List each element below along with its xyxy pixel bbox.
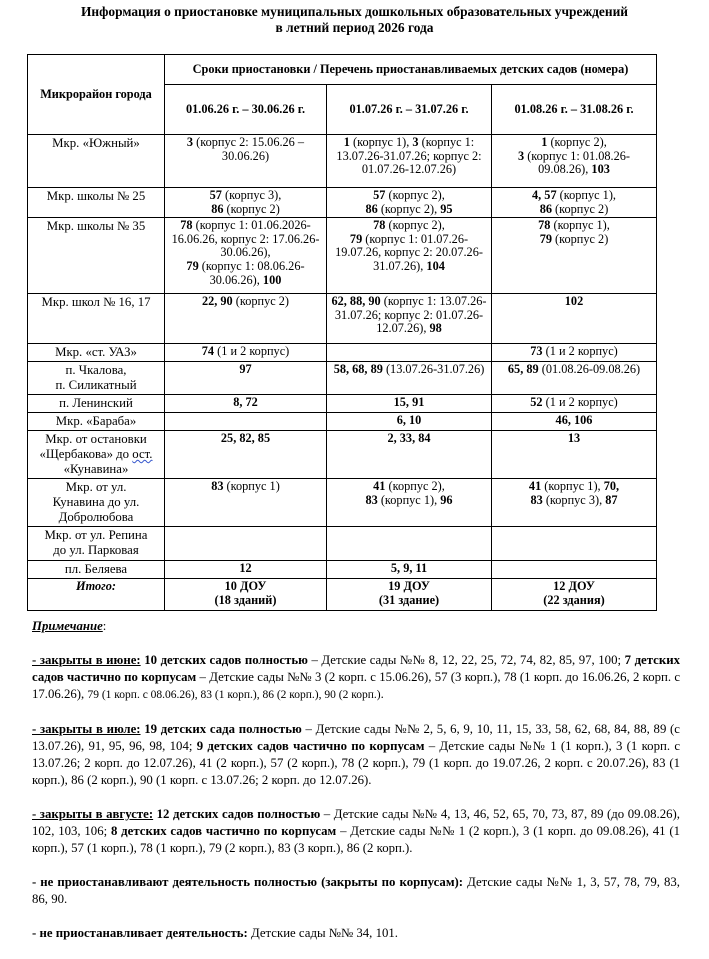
table-row (28, 135, 657, 188)
cell-august: 52 (1 и 2 корпус) (492, 395, 657, 413)
cell-july: 62, 88, 90 (корпус 1: 13.07.26-31.07.26; корпус 2: 01.07.26-12.07.26), 98 (327, 294, 492, 344)
cell-july: 5, 9, 11 (327, 561, 492, 579)
cell-june: 57 (корпус 3), 86 (корпус 2) (165, 188, 327, 218)
table-row (28, 395, 657, 413)
cell-august (492, 561, 657, 579)
cell-june: 25, 82, 85 (165, 431, 327, 479)
table-row (28, 362, 657, 395)
cell-june (165, 413, 327, 431)
note-not-full: - не приостанавливают деятельность полностью (закрыты по корпусам): Детские сады №№ 1, 3, 57, 78, 79, 83, 86, 90. (32, 875, 680, 906)
totals-label: Итого: (28, 579, 165, 611)
district-cell: п. Чкалова, п. Силикатный (28, 362, 165, 395)
district-cell: п. Ленинский (28, 395, 165, 413)
table-row (28, 527, 657, 561)
cell-july: 2, 33, 84 (327, 431, 492, 479)
cell-august: 1 (корпус 2), 3 (корпус 1: 01.08.26-09.08.26), 103 (492, 135, 657, 188)
district-cell: Мкр. от ул. Кунавина до ул. Добролюбова (28, 479, 165, 527)
closure-table (27, 54, 657, 611)
district-cell: Мкр. «Бараба» (28, 413, 165, 431)
totals-june: 10 ДОУ (18 зданий) (165, 579, 327, 611)
cell-june: 74 (1 и 2 корпус) (165, 344, 327, 362)
totals-july: 19 ДОУ (31 здание) (327, 579, 492, 611)
district-cell: Мкр. от ул. Репина до ул. Парковая (28, 527, 165, 561)
header-district: Микрорайон города (28, 55, 165, 135)
document-title (0, 4, 709, 36)
cell-june: 3 (корпус 2: 15.06.26 – 30.06.26) (165, 135, 327, 188)
title-line-2: в летний период 2026 года (275, 20, 434, 35)
cell-june (165, 527, 327, 561)
cell-august: 65, 89 (01.08.26-09.08.26) (492, 362, 657, 395)
district-cell: Мкр. школы № 25 (28, 188, 165, 218)
cell-august: 4, 57 (корпус 1), 86 (корпус 2) (492, 188, 657, 218)
cell-july: 6, 10 (327, 413, 492, 431)
cell-august: 46, 106 (492, 413, 657, 431)
cell-july: 1 (корпус 1), 3 (корпус 1: 13.07.26-31.07.26; корпус 2: 01.07.26-12.07.26) (327, 135, 492, 188)
cell-august: 78 (корпус 1), 79 (корпус 2) (492, 218, 657, 294)
cell-july (327, 344, 492, 362)
header-group: Сроки приостановки / Перечень приостанавливаемых детских садов (номера) (165, 55, 657, 85)
title-line-1: Информация о приостановке муниципальных дошкольных образовательных учреждений (80, 4, 629, 19)
header-july: 01.07.26 г. – 31.07.26 г. (327, 85, 492, 135)
cell-july (327, 527, 492, 561)
cell-july: 78 (корпус 2), 79 (корпус 1: 01.07.26-19.07.26, корпус 2: 20.07.26-31.07.26), 104 (327, 218, 492, 294)
district-cell: Мкр. школ № 16, 17 (28, 294, 165, 344)
notes-section: Примечание: - закрыты в июне: 10 детских садов полностью – Детские сады №№ 8, 12, 22, 25, 72, 74, 82, 85, 97, 100; 7 детских садов частично по корпусам – Детские сады №№ 3 (2 корп. с 15.06.26), 57 (3 корп.), 78 (1 корп. до 16.06.26, 2 корп. с 17.06.26), 79 (1 корп. с 08.06.26), 83 (1 корп.), 86 (2 корп.), 90 (2 корп.). - закрыты в июле: 19 детских сада полностью – Детские сады №№ 2, 5, 6, 9, 10, 11, 15, 33, 58, 62, 68, 84, 88, 89 (с 13.07.26), 91, 95, 96, 98, 104; 9 детских садов частично по корпусам – Детские сады №№ 1 (1 корп.), 3 (1 корп. с 13.07.26; 2 корп. до 12.07.26), 41 (2 корп.), 57 (2 корп.), 78 (2 корп.), 79 (1 корп. до 19.07.26, 2 корп. с 20.07.26), 83 (1 корп.), 86 (2 корп.), 90 (1 корп. с 13.07.26; 2 корп. до 12.07.26). - закрыты в августе: 12 детских садов полностью – Детские сады №№ 4, 13, 46, 52, 65, 70, 73, 87, 89 (до 09.08.26), 102, 103, 106; 8 детских садов частично по корпусам – Детские сады №№ 1 (2 корп.), 3 (1 корп. до 09.08.26), 41 (1 корп.), 57 (1 корп.), 78 (1 корп.), 79 (2 корп.), 83 (3 корп.), 86 (2 корп.). - не приостанавливают деятельность полностью (закрыты по корпусам): Детские сады №№ 1, 3, 57, 78, 79, 83, 86, 90. - не приостанавливает деятельность: Детские сады №№ 34, 101. (32, 619, 680, 940)
cell-august: 13 (492, 431, 657, 479)
cell-june: 78 (корпус 1: 01.06.2026-16.06.26, корпус 2: 17.06.26-30.06.26), 79 (корпус 1: 08.06.26-30.06.26), 100 (165, 218, 327, 294)
cell-august (492, 527, 657, 561)
note-august: - закрыты в августе: 12 детских садов полностью – Детские сады №№ 4, 13, 46, 52, 65, 70, 73, 87, 89 (до 09.08.26), 102, 103, 106; 8 детских садов частично по корпусам – Детские сады №№ 1 (2 корп.), 3 (1 корп. до 09.08.26), 41 (1 корп.), 57 (1 корп.), 78 (1 корп.), 79 (2 корп.), 83 (3 корп.), 86 (2 корп.). (32, 807, 680, 855)
district-cell: Мкр. «Южный» (28, 135, 165, 188)
table-row (28, 413, 657, 431)
table-row (28, 294, 657, 344)
notes-heading: Примечание (32, 619, 103, 633)
cell-june: 97 (165, 362, 327, 395)
cell-june: 83 (корпус 1) (165, 479, 327, 527)
table-row (28, 431, 657, 479)
table-row (28, 479, 657, 527)
district-cell: Мкр. школы № 35 (28, 218, 165, 294)
totals-row (28, 579, 657, 611)
cell-july: 15, 91 (327, 395, 492, 413)
note-not-at-all: - не приостанавливает деятельность: Детские сады №№ 34, 101. (32, 926, 398, 940)
table-row (28, 218, 657, 294)
cell-august: 73 (1 и 2 корпус) (492, 344, 657, 362)
cell-august: 41 (корпус 1), 70, 83 (корпус 3), 87 (492, 479, 657, 527)
cell-july: 41 (корпус 2), 83 (корпус 1), 96 (327, 479, 492, 527)
header-august: 01.08.26 г. – 31.08.26 г. (492, 85, 657, 135)
table-row (28, 188, 657, 218)
district-cell: Мкр. «ст. УАЗ» (28, 344, 165, 362)
header-june: 01.06.26 г. – 30.06.26 г. (165, 85, 327, 135)
cell-july: 58, 68, 89 (13.07.26-31.07.26) (327, 362, 492, 395)
district-cell: Мкр. от остановки «Щербакова» до ост. «Кунавина» (28, 431, 165, 479)
cell-august: 102 (492, 294, 657, 344)
district-cell: пл. Беляева (28, 561, 165, 579)
note-july: - закрыты в июле: 19 детских сада полностью – Детские сады №№ 2, 5, 6, 9, 10, 11, 15, 33, 58, 62, 68, 84, 88, 89 (с 13.07.26), 91, 95, 96, 98, 104; 9 детских садов частично по корпусам – Детские сады №№ 1 (1 корп.), 3 (1 корп. с 13.07.26; 2 корп. до 12.07.26), 41 (2 корп.), 57 (2 корп.), 78 (2 корп.), 79 (1 корп. до 19.07.26, 2 корп. с 20.07.26), 83 (1 корп.), 86 (2 корп.), 90 (1 корп. с 13.07.26; 2 корп. до 12.07.26). (32, 722, 680, 787)
cell-june: 8, 72 (165, 395, 327, 413)
table-row (28, 561, 657, 579)
cell-june: 22, 90 (корпус 2) (165, 294, 327, 344)
note-june: - закрыты в июне: 10 детских садов полностью – Детские сады №№ 8, 12, 22, 25, 72, 74, 82, 85, 97, 100; 7 детских садов частично по корпусам – Детские сады №№ 3 (2 корп. с 15.06.26), 57 (3 корп.), 78 (1 корп. до 16.06.26, 2 корп. с 17.06.26), 79 (1 корп. с 08.06.26), 83 (1 корп.), 86 (2 корп.), 90 (2 корп.). (32, 653, 680, 701)
cell-july: 57 (корпус 2), 86 (корпус 2), 95 (327, 188, 492, 218)
table-row (28, 344, 657, 362)
totals-august: 12 ДОУ (22 здания) (492, 579, 657, 611)
cell-june: 12 (165, 561, 327, 579)
